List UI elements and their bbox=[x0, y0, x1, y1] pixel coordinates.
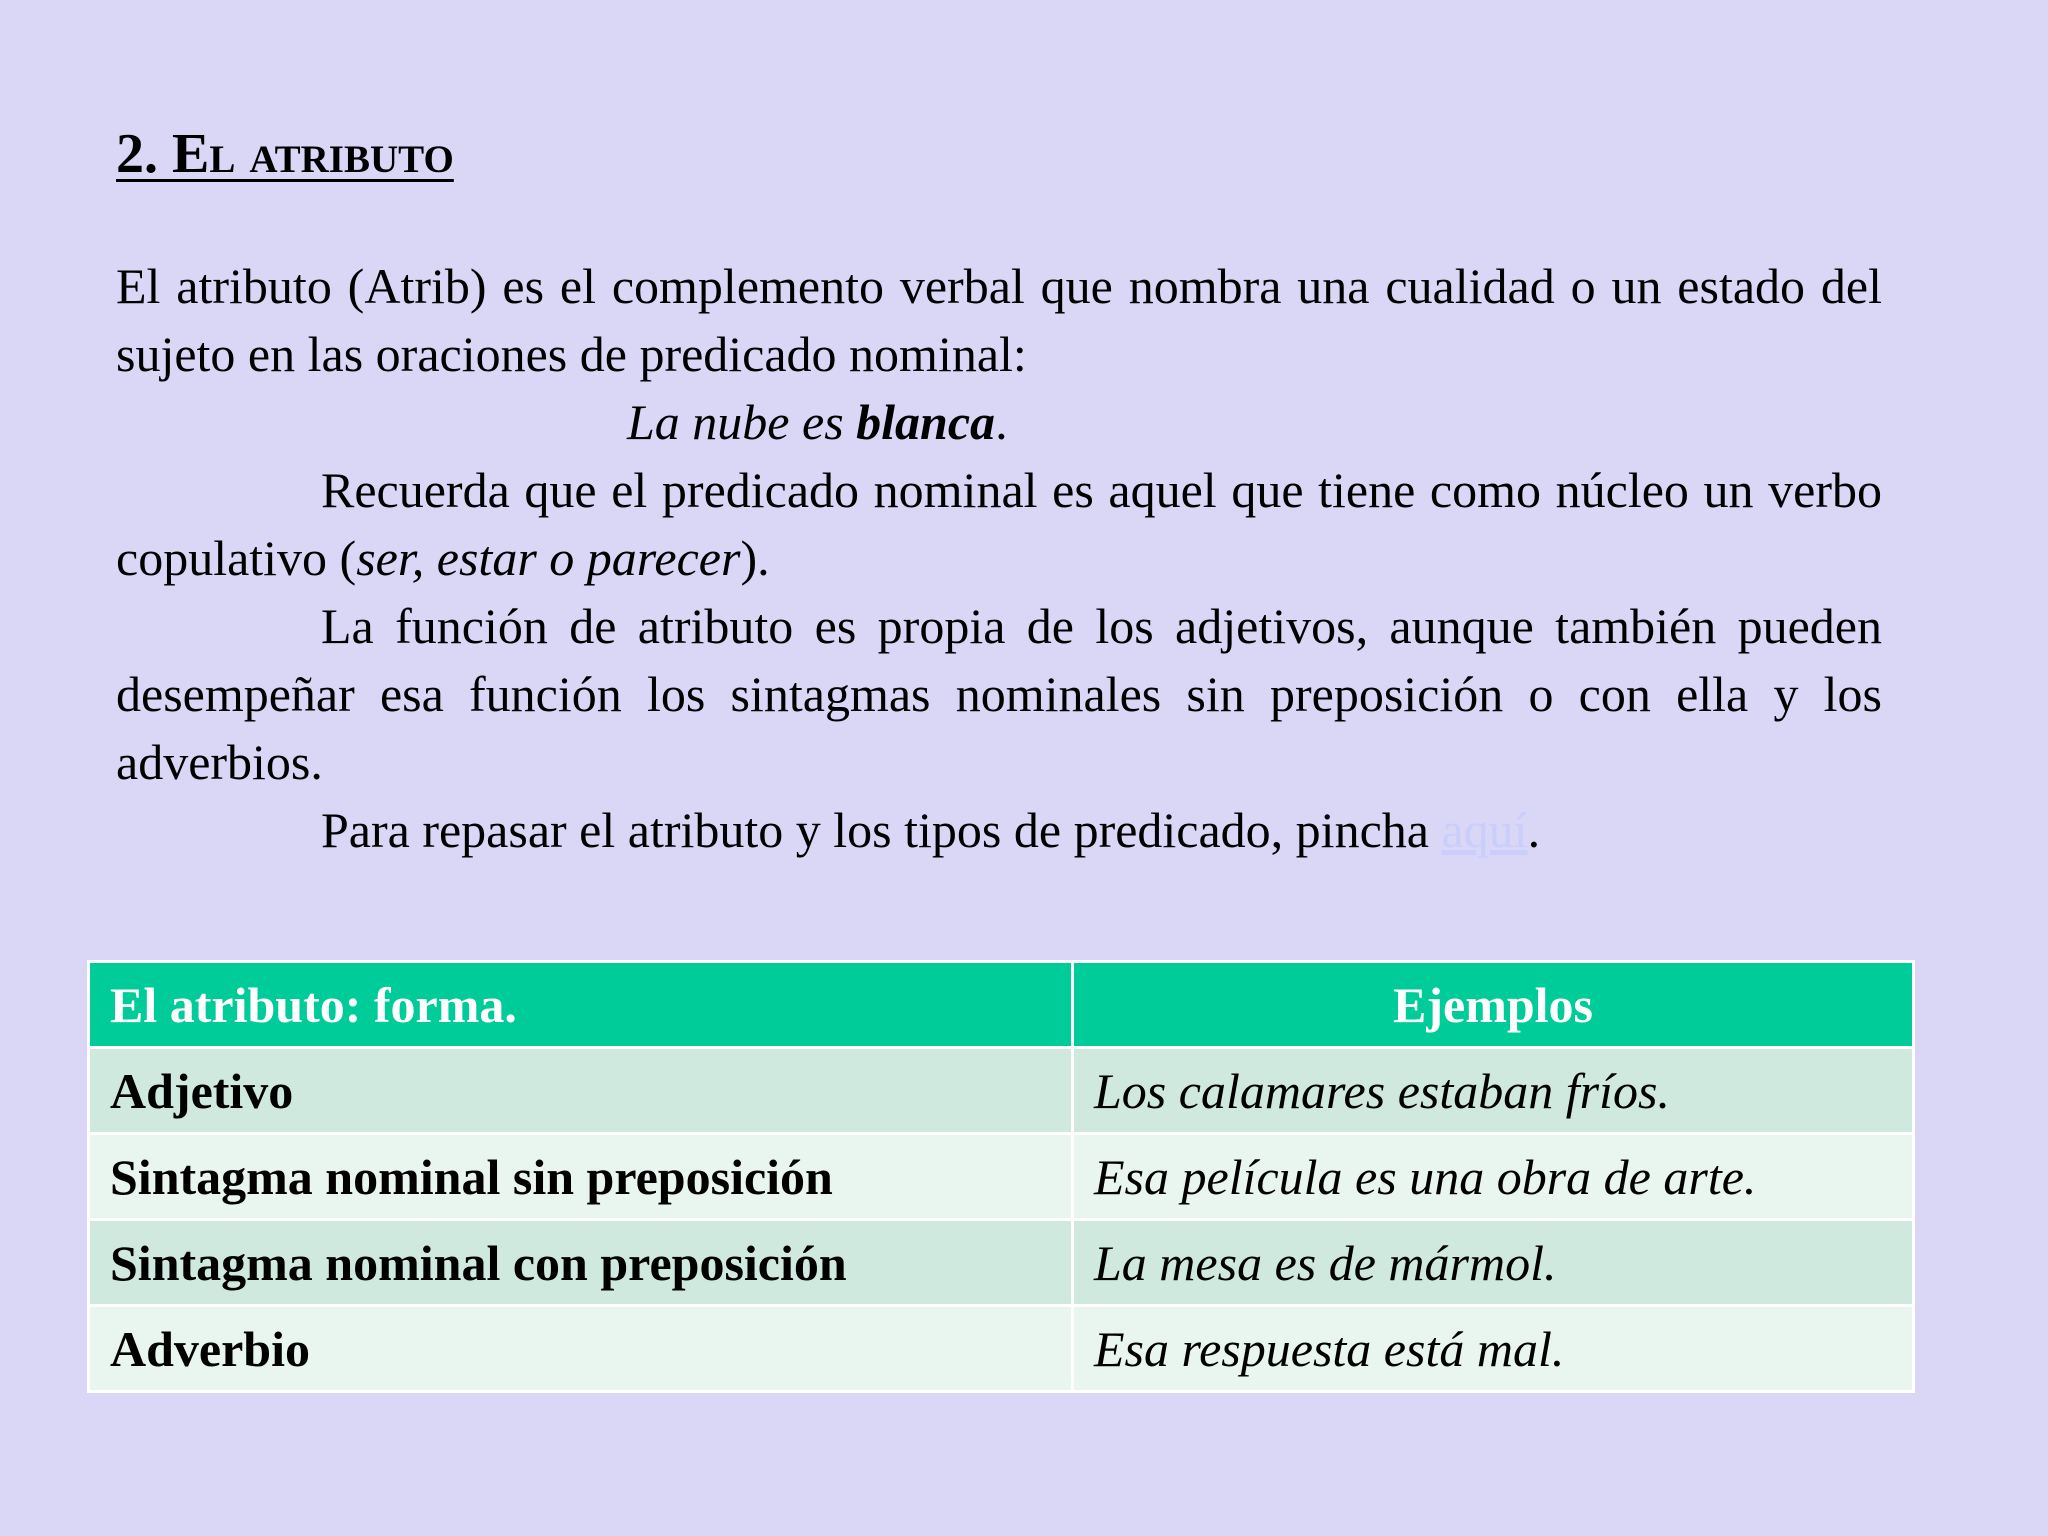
reminder-paragraph bbox=[116, 456, 1882, 592]
form-cell: Sintagma nominal con preposición bbox=[89, 1220, 1073, 1306]
review-paragraph bbox=[116, 796, 1882, 864]
table-row bbox=[89, 1134, 1914, 1220]
example-cell: Esa película es una obra de arte. bbox=[1073, 1134, 1914, 1220]
definition-paragraph: El atributo (Atrib) es el complemento verbal que nombra una cualidad o un estado del sujeto en las oraciones de predicado nominal: bbox=[116, 258, 1882, 382]
example-sentence bbox=[116, 388, 1882, 456]
section-heading: 2. El atributo bbox=[116, 123, 454, 185]
table-row bbox=[89, 1048, 1914, 1134]
review-link[interactable]: aquí bbox=[1441, 802, 1528, 858]
example-attribute: blanca bbox=[856, 394, 996, 450]
review-text: Para repasar el atributo y los tipos de predicado, pincha bbox=[321, 802, 1442, 858]
reminder-end: ). bbox=[740, 530, 770, 586]
example-suffix: . bbox=[995, 394, 1008, 450]
example-cell: Esa respuesta está mal. bbox=[1073, 1306, 1914, 1392]
form-cell: Adjetivo bbox=[89, 1048, 1073, 1134]
form-cell: Adverbio bbox=[89, 1306, 1073, 1392]
form-cell: Sintagma nominal sin preposición bbox=[89, 1134, 1073, 1220]
example-prefix: La nube es bbox=[627, 394, 857, 450]
attribute-forms-table bbox=[87, 960, 1915, 1393]
table-row bbox=[89, 1306, 1914, 1392]
example-cell: La mesa es de mármol. bbox=[1073, 1220, 1914, 1306]
table-header-examples: Ejemplos bbox=[1073, 962, 1914, 1048]
copulative-verbs: ser, estar o parecer bbox=[356, 530, 741, 586]
review-end: . bbox=[1527, 802, 1541, 858]
reminder-start: Recuerda que el predicado nominal es aquel que tiene como núcleo un verbo copulativo ( bbox=[116, 462, 1882, 586]
table-header-row bbox=[89, 962, 1914, 1048]
table-header-form: El atributo: forma. bbox=[89, 962, 1073, 1048]
table-row bbox=[89, 1220, 1914, 1306]
function-paragraph: La función de atributo es propia de los adjetivos, aunque también pueden desempeñar esa función los sintagmas nominales sin preposición o con ella y los adverbios. bbox=[116, 598, 1882, 790]
example-cell: Los calamares estaban fríos. bbox=[1073, 1048, 1914, 1134]
body-text bbox=[116, 252, 1882, 864]
